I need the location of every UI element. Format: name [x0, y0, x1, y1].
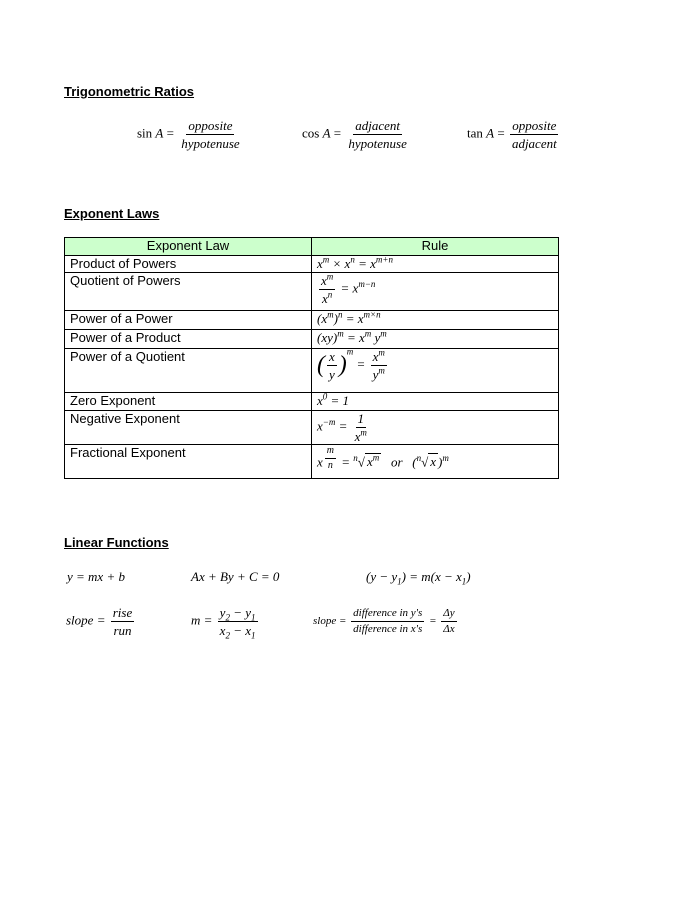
slope-intercept-form: y = mx + b [67, 569, 125, 584]
law-name: Power of a Power [65, 311, 312, 330]
tan-label: tan [467, 125, 483, 141]
sin-var: A [155, 125, 164, 141]
law-name: Quotient of Powers [65, 273, 312, 311]
law-name: Fractional Exponent [65, 445, 312, 479]
run-text: run [113, 623, 132, 638]
or-word: or [390, 454, 403, 470]
law-rule-power-of-power: $(x^m)^n = x^{m\times n}$ [312, 311, 559, 330]
exponent-laws-table [64, 237, 559, 479]
exponent-heading: Exponent Laws [64, 206, 160, 221]
point-slope-form: $(y - y_1) = m(x - x_1)$ [366, 569, 471, 587]
difference-y: difference in y's [351, 607, 424, 622]
cos-denominator: hypotenuse [348, 136, 407, 151]
cos-eq: = [333, 125, 342, 141]
col-header-law: Exponent Law [65, 238, 312, 256]
tan-eq: = [497, 125, 505, 141]
tan-numerator: opposite [512, 118, 557, 133]
slope-word-2: slope [313, 615, 337, 628]
slope-word: slope [66, 612, 94, 628]
trig-heading: Trigonometric Ratios [64, 84, 195, 99]
law-rule-zero: $x^0 = 1$ [312, 393, 559, 411]
sin-numerator: opposite [188, 118, 233, 133]
law-rule-quotient: $\frac{x^m}{x^n}$ = $x^{m-n}$ [312, 273, 559, 311]
cos-formula [302, 118, 411, 151]
sin-label: sin [137, 125, 153, 141]
difference-x: difference in x's [353, 623, 423, 635]
sin-formula [137, 118, 244, 151]
law-name: Power of a Quotient [65, 349, 312, 393]
slope-difference: slope = $\frac{\text{difference in y's}}{\text{difference in x's}}$ = $\frac{\Delta y}{\Delta x}$ [313, 607, 455, 635]
law-rule-power-of-product: $(xy)^m = x^m$ $y^m$ [312, 330, 559, 349]
sin-denominator: hypotenuse [181, 136, 240, 151]
law-rule-negative: $x^{-m}$ = $\frac{1}{x^m}$ [312, 411, 559, 445]
law-name: Zero Exponent [65, 393, 312, 411]
standard-form: Ax + By + C = 0 [191, 569, 280, 584]
law-name: Product of Powers [65, 256, 312, 273]
law-name: Negative Exponent [65, 411, 312, 445]
slope-rise-run: slope = $\frac{\text{rise}}{\text{run}}$ [66, 605, 133, 638]
linear-heading: Linear Functions [64, 535, 169, 550]
tan-denominator: adjacent [511, 136, 557, 151]
law-name: Power of a Product [65, 330, 312, 349]
slope-two-point: m = $\frac{y_2 - y_1}{x_2 - x_1}$ [191, 605, 256, 641]
sin-eq: = [166, 125, 174, 141]
rise-text: rise [112, 605, 133, 620]
tan-var: A [486, 125, 495, 141]
law-rule-power-of-quotient: ( $\frac{x}{y}$ )$^m$ = $\frac{x^m}{y^m}$ [312, 349, 559, 393]
cos-label: cos [302, 125, 320, 141]
law-rule-product: $x^m \times x^n = x^{m+n}$ [312, 256, 559, 273]
cos-numerator: adjacent [355, 118, 401, 133]
col-header-rule: Rule [312, 238, 559, 256]
cos-var: A [322, 125, 331, 141]
tan-formula [467, 118, 561, 151]
law-rule-fractional: x $^{\frac{m}{n}}$ = $^n$√ $x^m$ or ($^n$√ x )$^m$ [312, 445, 559, 479]
